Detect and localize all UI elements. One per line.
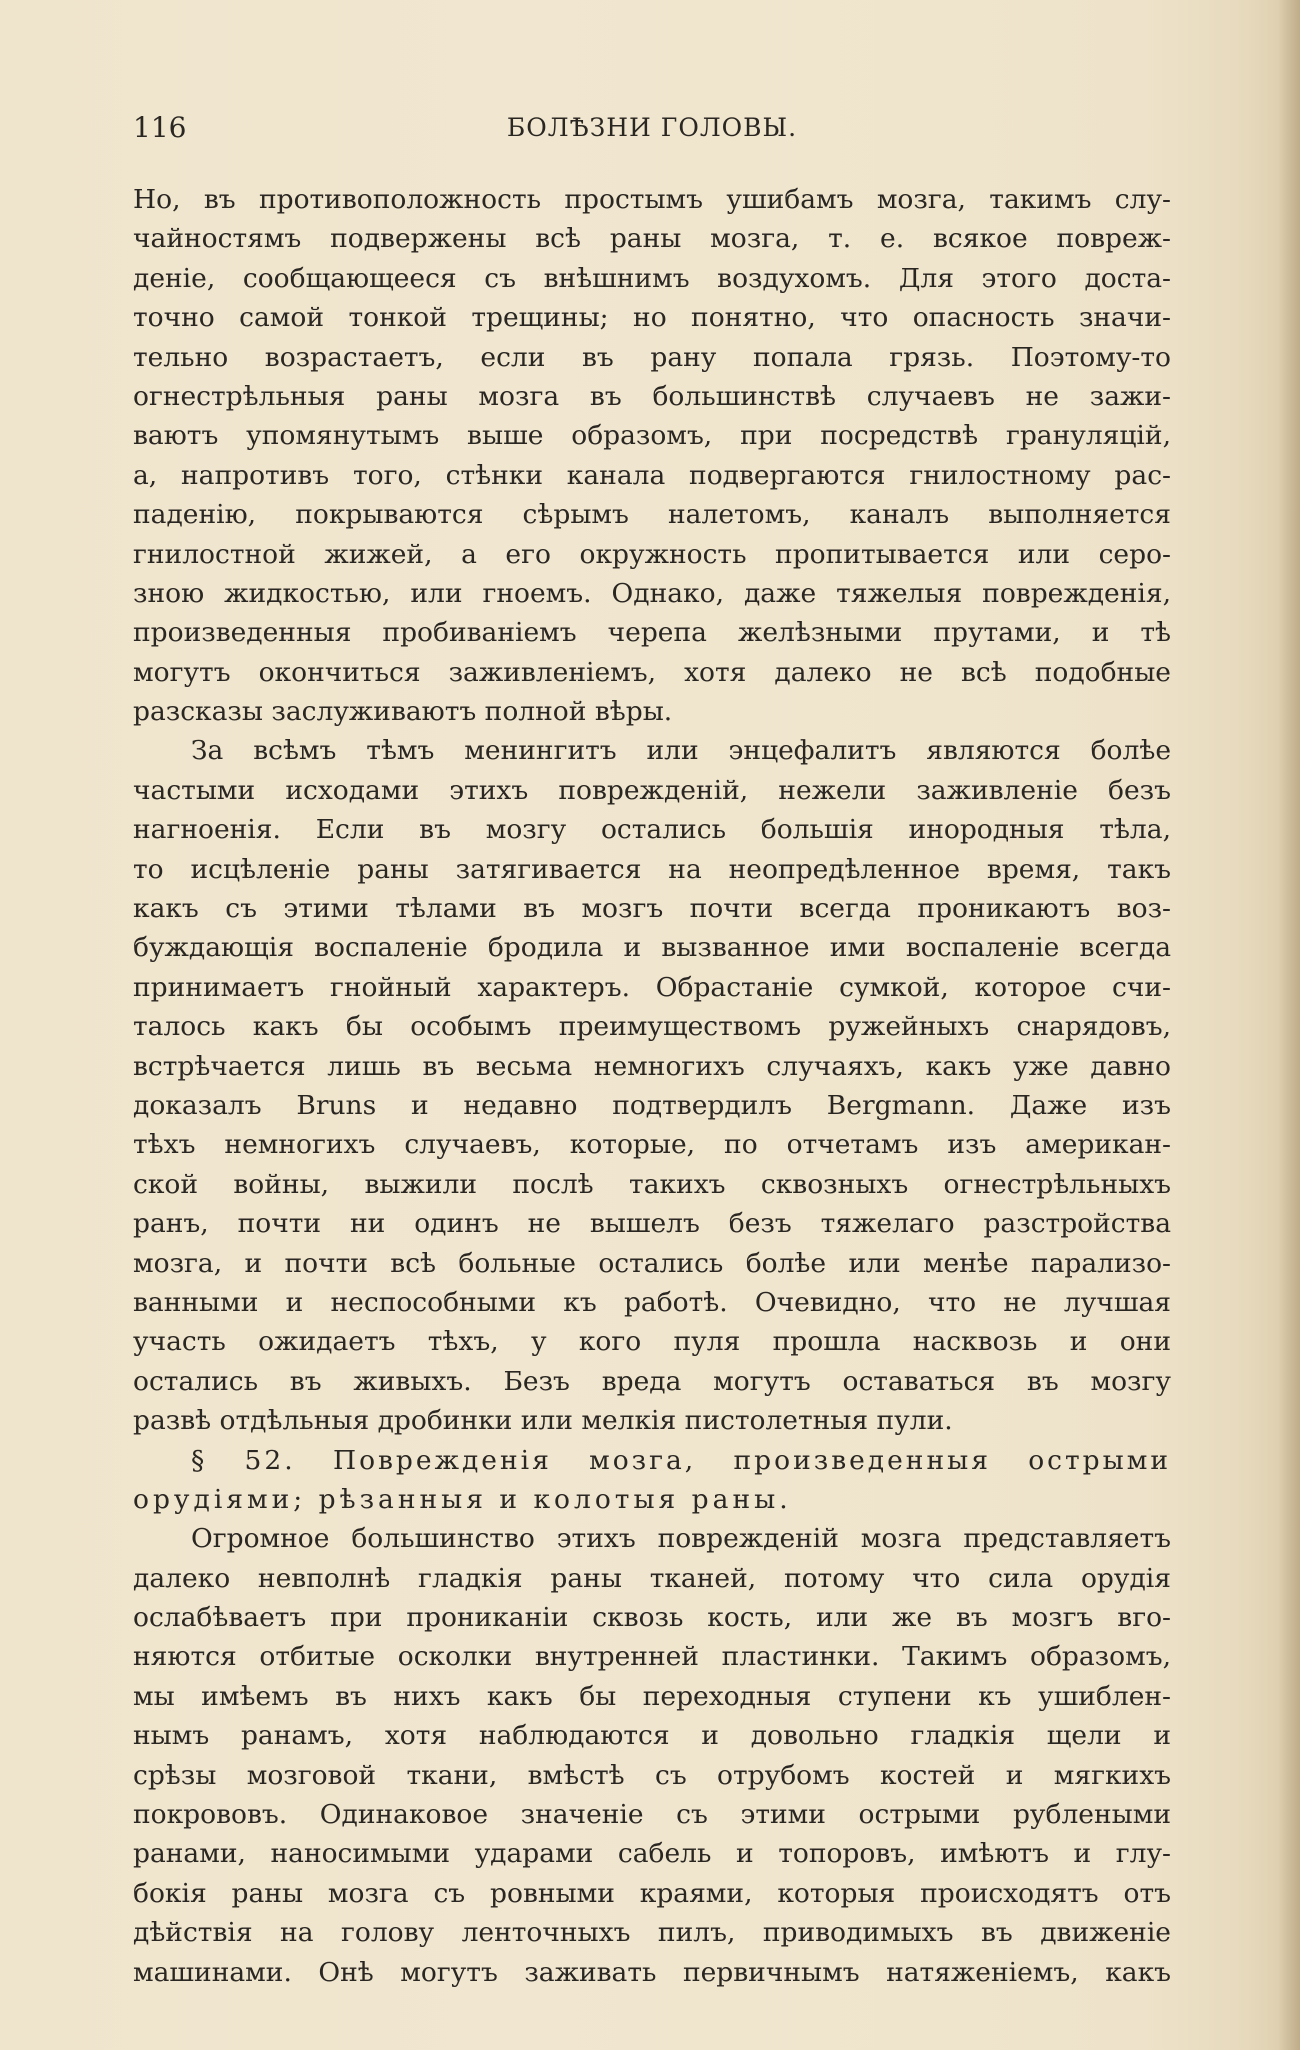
text-line: гнилостной жижей, а его окружность пропитывается или серо- bbox=[133, 538, 1171, 570]
running-title: БОЛѢЗНИ ГОЛОВЫ. bbox=[506, 113, 798, 142]
text-line: Огромное большинство этихъ поврежденій мозга представляетъ bbox=[191, 1523, 1171, 1555]
text-line: могутъ окончиться заживленіемъ, хотя далеко не всѣ подобные bbox=[133, 656, 1171, 688]
text-body bbox=[133, 180, 1171, 1992]
text-line: тельно возрастаетъ, если въ рану попала грязь. Поэтому-то bbox=[133, 341, 1171, 373]
text-line: срѣзы мозговой ткани, вмѣстѣ съ отрубомъ костей и мягкихъ bbox=[133, 1759, 1171, 1791]
text-line: зною жидкостью, или гноемъ. Однако, даже тяжелыя поврежденія, bbox=[133, 577, 1171, 609]
text-line: нымъ ранамъ, хотя наблюдаются и довольно гладкія щели и bbox=[133, 1720, 1171, 1752]
text-line: Но, въ противоположность простымъ ушибамъ мозга, такимъ слу- bbox=[133, 184, 1171, 215]
text-line: доказалъ Bruns и недавно подтвердилъ Bergmann. Даже изъ bbox=[133, 1089, 1171, 1121]
paragraph bbox=[133, 180, 1171, 731]
section-heading-line: § 52. Поврежденія мозга, произведенныя острыми bbox=[191, 1444, 1171, 1476]
text-line: а, напротивъ того, стѣнки канала подвергаются гнилостному рас- bbox=[133, 459, 1171, 491]
text-line: развѣ отдѣльныя дробинки или мелкія пистолетныя пули. bbox=[133, 1405, 953, 1437]
text-line: няются отбитые осколки внутренней пластинки. Такимъ образомъ, bbox=[133, 1641, 1171, 1673]
text-line: встрѣчается лишь въ весьма немногихъ случаяхъ, какъ уже давно bbox=[133, 1050, 1171, 1082]
text-line: бокія раны мозга съ ровными краями, которыя происходятъ отъ bbox=[133, 1877, 1171, 1909]
text-line: ваютъ упомянутымъ выше образомъ, при посредствѣ грануляцій, bbox=[133, 420, 1171, 452]
page-number: 116 bbox=[133, 111, 187, 144]
page-edge-shadow bbox=[1278, 0, 1300, 2050]
text-line: чайностямъ подвержены всѣ раны мозга, т. е. всякое повреж- bbox=[133, 223, 1171, 255]
text-line: буждающія воспаленіе бродила и вызванное ими воспаленіе всегда bbox=[133, 932, 1171, 964]
section-heading-line: орудіями; рѣзанныя и колотыя раны. bbox=[133, 1483, 792, 1515]
section-heading bbox=[133, 1441, 1171, 1520]
text-line: далеко невполнѣ гладкія раны тканей, потому что сила орудія bbox=[133, 1562, 1171, 1594]
text-line: остались въ живыхъ. Безъ вреда могутъ оставаться въ мозгу bbox=[133, 1365, 1171, 1397]
text-line: тѣхъ немногихъ случаевъ, которые, по отчетамъ изъ американ- bbox=[133, 1129, 1171, 1161]
text-line: нагноенія. Если въ мозгу остались большія инородныя тѣла, bbox=[133, 814, 1171, 846]
text-line: частыми исходами этихъ поврежденій, нежели заживленіе безъ bbox=[133, 774, 1171, 806]
text-line: ской войны, выжили послѣ такихъ сквозныхъ огнестрѣльныхъ bbox=[133, 1168, 1171, 1200]
text-line: участь ожидаетъ тѣхъ, у кого пуля прошла насквозь и они bbox=[133, 1326, 1171, 1358]
text-line: принимаетъ гнойный характеръ. Обрастаніе сумкой, которое счи- bbox=[133, 971, 1171, 1003]
text-line: произведенныя пробиваніемъ черепа желѣзными прутами, и тѣ bbox=[133, 617, 1171, 649]
text-line: За всѣмъ тѣмъ менингитъ или энцефалитъ являются болѣе bbox=[191, 735, 1171, 767]
text-line: ранъ, почти ни одинъ не вышелъ безъ тяжелаго разстройства bbox=[133, 1208, 1171, 1240]
text-line: то исцѣленіе раны затягивается на неопредѣленное время, такъ bbox=[133, 853, 1171, 885]
text-line: покрововъ. Одинаковое значеніе съ этими острыми рублеными bbox=[133, 1799, 1171, 1831]
text-line: ранами, наносимыми ударами сабель и топоровъ, имѣютъ и глу- bbox=[133, 1838, 1171, 1870]
text-line: деніе, сообщающееся съ внѣшнимъ воздухомъ. Для этого доста- bbox=[133, 262, 1171, 294]
text-line: паденію, покрываются сѣрымъ налетомъ, каналъ выполняется bbox=[133, 499, 1171, 531]
text-line: мы имѣемъ въ нихъ какъ бы переходныя ступени къ ушиблен- bbox=[133, 1680, 1171, 1712]
text-line: ослабѣваетъ при проникaніи сквозь кость, или же въ мозгъ вго- bbox=[133, 1602, 1171, 1634]
text-line: мозга, и почти всѣ больные остались болѣе или менѣе парализо- bbox=[133, 1247, 1171, 1279]
text-line: дѣйствія на голову ленточныхъ пилъ, приводимыхъ въ движеніе bbox=[133, 1917, 1171, 1949]
text-line: какъ съ этими тѣлами въ мозгъ почти всегда проникаютъ воз- bbox=[133, 893, 1171, 925]
paragraph bbox=[133, 731, 1171, 1440]
text-line: ванными и неспособными къ работѣ. Очевидно, что не лучшая bbox=[133, 1286, 1171, 1318]
text-line: талось какъ бы особымъ преимуществомъ ружейныхъ снарядовъ, bbox=[133, 1011, 1171, 1043]
text-line: машинами. Онѣ могутъ заживать первичнымъ натяженіемъ, какъ bbox=[133, 1956, 1171, 1988]
running-header bbox=[133, 108, 1171, 148]
paragraph bbox=[133, 1519, 1171, 1992]
text-line: огнестрѣльныя раны мозга въ большинствѣ случаевъ не зажи- bbox=[133, 380, 1171, 412]
text-line: разсказы заслуживаютъ полной вѣры. bbox=[133, 696, 673, 728]
text-line: точно самой тонкой трещины; но понятно, что опасность значи- bbox=[133, 302, 1171, 334]
